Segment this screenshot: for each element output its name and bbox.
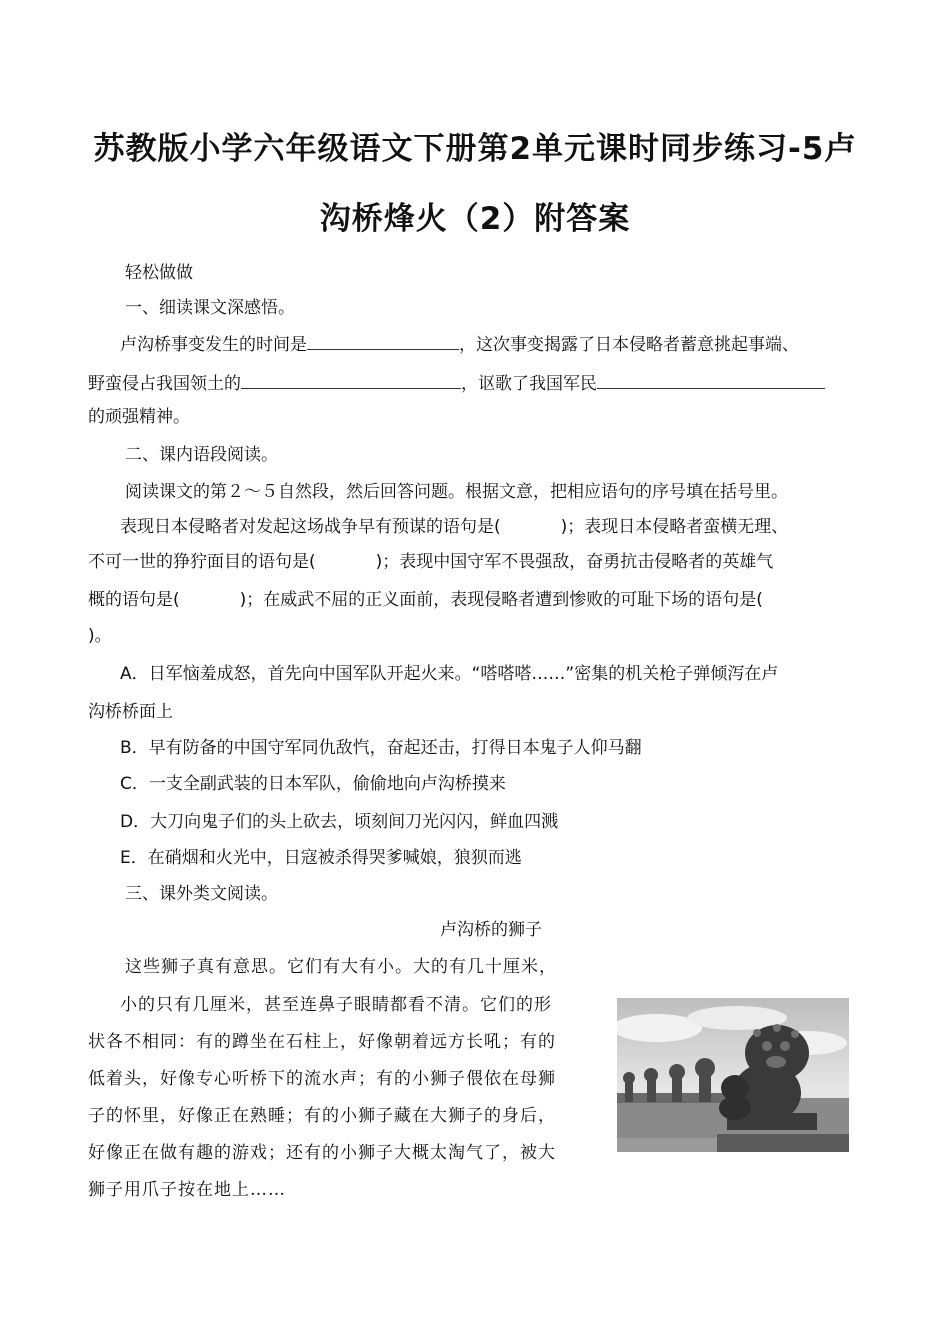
answer-blank-date[interactable] xyxy=(307,331,459,350)
option-a-line-1: A．日军恼羞成怒，首先向中国军队开起火来。“嗒嗒嗒……”密集的机关枪子弹倾泻在卢 xyxy=(120,664,779,684)
stone-lion-illustration xyxy=(617,998,849,1152)
section1-heading: 一、细读课文深感悟。 xyxy=(125,298,295,318)
question-text: )；表现中国守军不畏强敌，奋勇抗击侵略者的英雄气 xyxy=(375,552,774,572)
passage-line: 子的怀里，好像正在熟睡；有的小狮子藏在大狮子的身后， xyxy=(88,1106,556,1126)
document-title-line-2: 沟桥烽火（2）附答案 xyxy=(319,201,631,237)
question-text: 概的语句是( xyxy=(88,590,180,610)
answer-blank-crime[interactable] xyxy=(241,370,461,389)
passage-line: 低着头，好像专心听桥下的流水声；有的小狮子偎依在母狮 xyxy=(88,1069,556,1089)
passage-line: 状各不相同：有的蹲坐在石柱上，好像朝着远方长吼；有的 xyxy=(88,1032,556,1052)
question-text: )；表现日本侵略者蛮横无理、 xyxy=(560,517,789,537)
option-a-line-2: 沟桥桥面上 xyxy=(88,702,173,722)
section1-text: ，这次事变揭露了日本侵略者蓄意挑起事端、 xyxy=(459,335,799,355)
section1-text: ，讴歌了我国军民 xyxy=(461,374,597,394)
section1-text: 卢沟桥事变发生的时间是 xyxy=(120,335,307,355)
section3-heading: 三、课外类文阅读。 xyxy=(125,884,278,904)
option-b: B．早有防备的中国守军同仇敌忾，奋起还击，打得日本鬼子人仰马翻 xyxy=(120,738,642,758)
question-text: )；在威武不屈的正义面前，表现侵略者遭到惨败的可耻下场的语句是( xyxy=(239,590,763,610)
option-e: E．在硝烟和火光中，日寇被杀得哭爹喊娘，狼狈而逃 xyxy=(120,848,522,868)
passage-line: 这些狮子真有意思。它们有大有小。大的有几十厘米， xyxy=(125,957,557,977)
passage-line: 狮子用爪子按在地上…… xyxy=(88,1180,286,1200)
stone-lion-photo xyxy=(617,998,849,1152)
answer-blank-spirit[interactable] xyxy=(597,370,825,389)
passage-title: 卢沟桥的狮子 xyxy=(440,920,542,940)
section2-instruction: 阅读课文的第２～５自然段，然后回答问题。根据文意，把相应语句的序号填在括号里。 xyxy=(125,482,788,502)
section1-line-2 xyxy=(88,370,825,396)
document-title-line-1: 苏教版小学六年级语文下册第2单元课时同步练习-5卢 xyxy=(93,131,857,167)
section2-heading: 二、课内语段阅读。 xyxy=(125,445,278,465)
section1-line-3: 的顽强精神。 xyxy=(88,407,190,427)
section1-line-1 xyxy=(120,331,799,357)
passage-line: 小的只有几厘米，甚至连鼻子眼睛都看不清。它们的形 xyxy=(120,995,552,1015)
question-line-4: )。 xyxy=(88,626,112,646)
question-text: 不可一世的狰狞面目的语句是( xyxy=(88,552,316,572)
option-d: D．大刀向鬼子们的头上砍去，顷刻间刀光闪闪，鲜血四溅 xyxy=(120,812,559,832)
question-line-2 xyxy=(88,550,773,574)
question-text: 表现日本侵略者对发起这场战争早有预谋的语句是( xyxy=(120,517,501,537)
option-c: C．一支全副武装的日本军队，偷偷地向卢沟桥摸来 xyxy=(120,774,506,794)
question-line-3 xyxy=(88,588,763,612)
section1-text: 野蛮侵占我国领土的 xyxy=(88,374,241,394)
passage-line: 好像正在做有趣的游戏；还有的小狮子大概太淘气了，被大 xyxy=(88,1143,556,1163)
question-line-1 xyxy=(120,515,788,539)
section-intro: 轻松做做 xyxy=(125,263,193,283)
